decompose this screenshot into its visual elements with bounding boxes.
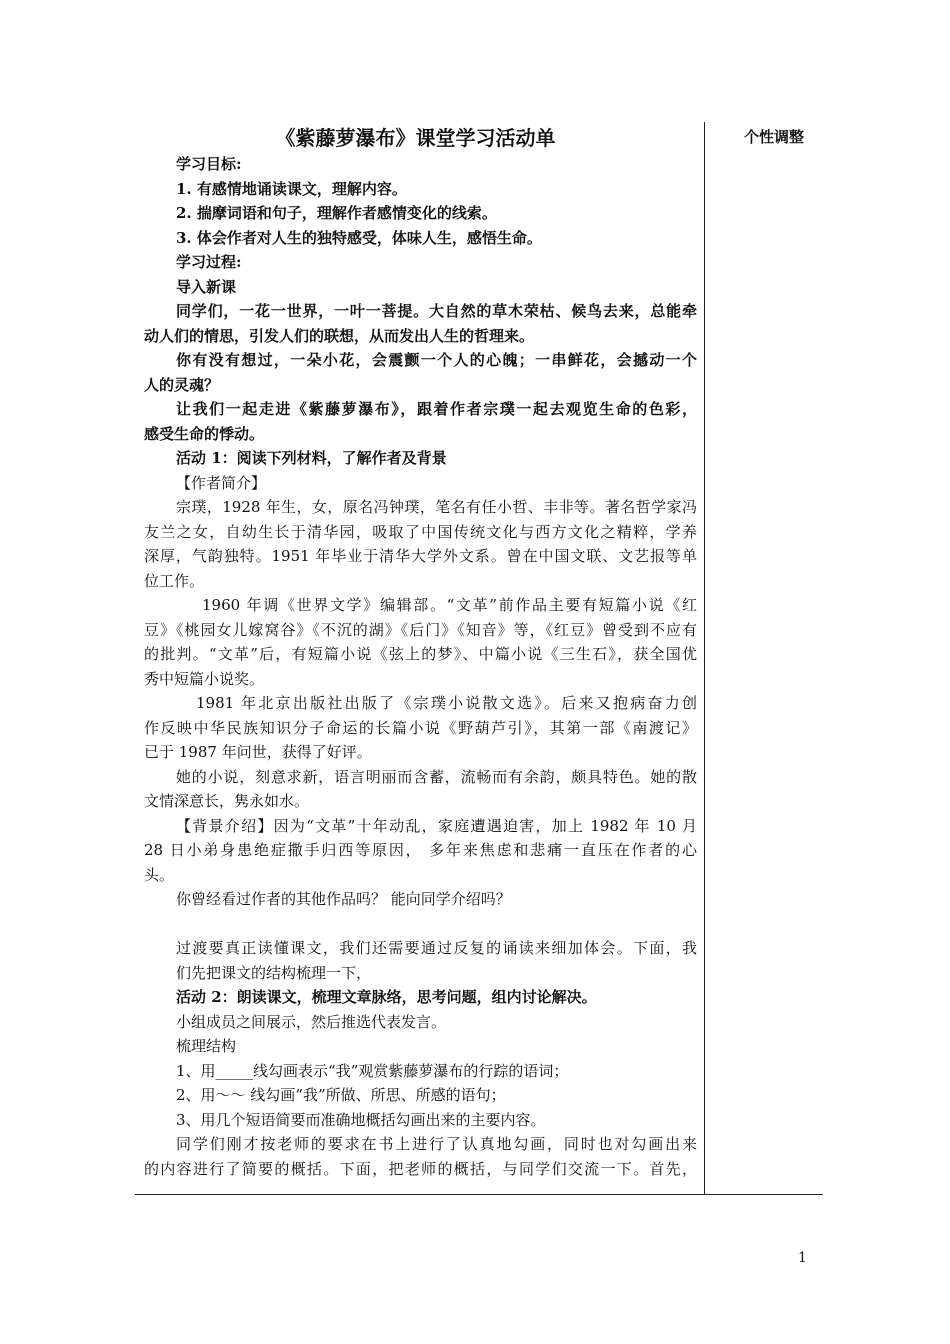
- author-intro-heading: 【作者简介】: [176, 473, 267, 492]
- intro-paragraph-line: 感受生命的悸动。: [144, 424, 265, 443]
- question-line: 你曾经看过作者的其他作品吗？ 能向同学介绍吗？: [176, 890, 511, 908]
- intro-paragraph-line: 动人们的情思，引发人们的联想，从而发出人生的哲理来。: [144, 326, 535, 345]
- activity2-note: 小组成员之间展示，然后推选代表发言。: [176, 1012, 447, 1031]
- author-paragraph-line: 友兰之女，自幼生长于清华园，吸取了中国传统文化与西方文化之精粹，学养: [144, 522, 697, 541]
- main-content: [144, 124, 697, 1181]
- author-paragraph-line: 秀中短篇小说奖。: [144, 669, 265, 688]
- background-line: 头。: [144, 865, 175, 884]
- side-column-title: 个性调整: [744, 128, 805, 146]
- author-paragraph-line: 的批判。“文革”后，有短篇小说《弦上的梦》、中篇小说《三生石》，获全国优: [144, 645, 697, 663]
- author-paragraph-line: 位工作。: [144, 571, 205, 590]
- structure-heading: 梳理结构: [176, 1037, 237, 1055]
- intro-paragraph-line: 人的灵魂？: [144, 375, 220, 394]
- structure-item: 2、用～～ 线勾画“我”所做、所思、所感的语句；: [176, 1086, 506, 1104]
- closing-line: 同学们刚才按老师的要求在书上进行了认真地勾画，同时也对勾画出来: [176, 1135, 697, 1153]
- intro-paragraph-line: 让我们一起走进《紫藤萝瀑布》，跟着作者宗璞一起去观览生命的色彩，: [176, 400, 697, 418]
- structure-item: 3、用几个短语简要而准确地概括勾画出来的主要内容。: [176, 1110, 546, 1129]
- closing-line: 的内容进行了简要的概括。下面，把老师的概括，与同学们交流一下。首先，: [144, 1159, 697, 1178]
- intro-paragraph-line: 同学们，一花一世界，一叶一菩提。大自然的草木荣枯、候鸟去来，总能牵: [176, 302, 697, 320]
- activity2-heading: 活动 2：朗读课文，梳理文章脉络，思考问题，组内讨论解决。: [176, 988, 597, 1006]
- background-line: 【背景介绍】因为“文革”十年动乱，家庭遭遇迫害，加上 1982 年 10 月: [176, 816, 697, 835]
- intro-paragraph-line: 你有没有想过，一朵小花，会震颤一个人的心魄；一串鲜花，会撼动一个: [176, 351, 697, 369]
- transition-line: 们先把课文的结构梳理一下，: [176, 963, 372, 982]
- author-paragraph-line: 文情深意长，隽永如水。: [144, 792, 310, 810]
- author-paragraph-line: 1960 年调《世界文学》编辑部。“文革”前作品主要有短篇小说《红: [202, 596, 697, 614]
- objective-item: 2. 揣摩词语和句子，理解作者感情变化的线索。: [176, 204, 497, 222]
- author-paragraph-line: 她的小说，刻意求新，语言明丽而含蓄，流畅而有余韵，颇具特色。她的散: [176, 767, 697, 786]
- column-divider: [704, 122, 705, 1195]
- process-heading: 学习过程:: [176, 253, 242, 271]
- structure-item: 1、用_____线勾画表示“我”观赏紫藤萝瀑布的行踪的语词；: [176, 1061, 569, 1080]
- author-paragraph-line: 1981 年北京出版社出版了《宗璞小说散文选》。后来又抱病奋力创: [196, 694, 697, 712]
- activity1-heading: 活动 1：阅读下列材料，了解作者及背景: [176, 449, 447, 467]
- author-paragraph-line: 深厚，气韵独特。1951 年毕业于清华大学外文系。曾在中国文联、文艺报等单: [144, 547, 697, 565]
- page-number: 1: [798, 1250, 807, 1266]
- objective-item: 1. 有感情地诵读课文，理解内容。: [176, 179, 407, 198]
- objective-item: 3. 体会作者对人生的独特感受，体味人生，感悟生命。: [176, 228, 542, 247]
- intro-heading: 导入新课: [176, 277, 237, 296]
- background-line: 28 日小弟身患绝症撒手归西等原因， 多年来焦虑和悲痛一直压在作者的心: [144, 841, 697, 859]
- author-paragraph-line: 宗璞，1928 年生，女，原名冯钟璞，笔名有任小哲、丰非等。著名哲学家冯: [176, 498, 697, 516]
- page-title: 《紫藤萝瀑布》课堂学习活动单: [275, 126, 556, 150]
- transition-line: 过渡要真正读懂课文，我们还需要通过反复的诵读来细加体会。下面，我: [176, 939, 697, 957]
- blank-line: [144, 912, 697, 937]
- author-paragraph-line: 作反映中华民族知识分子命运的长篇小说《野葫芦引》，其第一部《南渡记》: [144, 718, 697, 737]
- objectives-heading: 学习目标:: [176, 155, 242, 173]
- table-bottom-border: [135, 1194, 823, 1195]
- author-paragraph-line: 已于 1987 年问世，获得了好评。: [144, 743, 372, 761]
- author-paragraph-line: 豆》《桃园女儿嫁窝谷》《不沉的湖》《后门》《知音》等，《红豆》曾受到不应有: [144, 620, 697, 639]
